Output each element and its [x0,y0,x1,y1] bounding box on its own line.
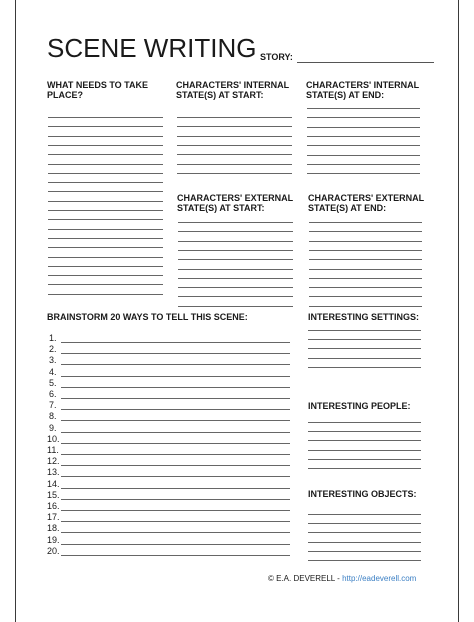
writing-line [307,155,420,156]
brainstorm-number: 3. [49,355,57,366]
writing-line [48,247,163,248]
writing-line [307,164,420,165]
brainstorm-number: 16. [47,501,60,511]
brainstorm-line [61,454,290,455]
brainstorm-number: 17. [47,512,60,523]
writing-line [308,431,421,432]
brainstorm-number: 6. [49,389,57,399]
brainstorm-line [61,387,290,388]
external-start-heading: CHARACTERS' EXTERNAL STATE(S) AT START: [177,193,294,213]
brainstorm-heading: BRAINSTORM 20 WAYS TO TELL THIS SCENE: [47,312,248,322]
writing-line [309,287,422,288]
writing-line [177,173,292,174]
what-needs-heading: WHAT NEEDS TO TAKE PLACE? [47,80,148,100]
writing-line [48,173,163,174]
brainstorm-line [61,432,290,433]
writing-line [48,136,163,137]
writing-line [308,468,421,469]
writing-line [177,117,292,118]
writing-line [308,367,421,368]
writing-line [177,154,292,155]
brainstorm-line [61,465,290,466]
brainstorm-line [61,476,290,477]
brainstorm-line [61,521,290,522]
writing-line [178,231,293,232]
writing-line [48,284,163,285]
writing-line [177,164,292,165]
writing-line [178,250,293,251]
story-line [297,62,434,63]
brainstorm-line [61,544,290,545]
brainstorm-line [61,443,290,444]
writing-line [48,210,163,211]
brainstorm-number: 1. [49,333,57,343]
brainstorm-number: 11. [47,445,59,455]
external-end-heading: CHARACTERS' EXTERNAL STATE(S) AT END: [308,193,425,213]
writing-line [308,339,421,340]
brainstorm-line [61,555,290,556]
writing-line [48,229,163,230]
writing-line [309,269,422,270]
writing-line [178,259,293,260]
brainstorm-number: 10. [47,433,60,444]
writing-line [309,231,422,232]
writing-line [308,330,421,331]
writing-line [308,348,421,349]
brainstorm-number: 18. [47,523,60,534]
writing-line [177,126,292,127]
footer-credit [268,574,416,583]
brainstorm-number: 20. [47,545,60,556]
brainstorm-line [61,488,290,489]
writing-line [308,459,421,460]
story-label: STORY: [260,52,293,62]
writing-line [307,108,420,109]
writing-line [307,127,420,128]
brainstorm-number: 12. [47,456,60,467]
writing-line [308,440,421,441]
writing-line [178,296,293,297]
brainstorm-number: 14. [47,478,60,489]
brainstorm-number: 19. [47,534,60,545]
people-heading: INTERESTING PEOPLE: [308,401,411,411]
writing-line [309,222,422,223]
writing-line [48,154,163,155]
settings-heading: INTERESTING SETTINGS: [308,312,420,322]
writing-line [309,306,422,307]
writing-line [309,241,422,242]
writing-line [48,201,163,202]
writing-line [308,450,421,451]
writing-line [178,269,293,270]
worksheet-page [15,0,459,622]
writing-line [178,278,293,279]
writing-line [48,164,163,165]
brainstorm-line [61,532,290,533]
writing-line [178,241,293,242]
writing-line [307,117,420,118]
brainstorm-number: 4. [49,366,57,377]
writing-line [308,560,421,561]
writing-line [48,257,163,258]
brainstorm-line [61,409,290,410]
writing-line [307,136,420,137]
writing-line [309,259,422,260]
brainstorm-number: 13. [47,467,60,478]
brainstorm-line [61,499,290,500]
writing-line [177,136,292,137]
writing-line [48,266,163,267]
brainstorm-number: 9. [49,422,57,433]
writing-line [178,222,293,223]
brainstorm-line [61,376,290,377]
internal-start-heading: CHARACTERS' INTERNAL STATE(S) AT START: [176,80,290,100]
writing-line [308,358,421,359]
writing-line [48,145,163,146]
writing-line [309,250,422,251]
writing-line [178,306,293,307]
writing-line [178,287,293,288]
writing-line [309,296,422,297]
objects-heading: INTERESTING OBJECTS: [308,489,417,499]
writing-line [307,145,420,146]
writing-line [48,117,163,118]
writing-line [177,145,292,146]
brainstorm-line [61,364,290,365]
writing-line [48,275,163,276]
writing-line [308,523,421,524]
page-title: SCENE WRITING [47,33,257,63]
brainstorm-line [61,398,290,399]
writing-line [48,182,163,183]
writing-line [308,532,421,533]
internal-end-heading: CHARACTERS' INTERNAL STATE(S) AT END: [306,80,420,100]
footer-copyright: © E.A. DEVERELL - [268,574,343,583]
writing-line [48,191,163,192]
writing-line [48,238,163,239]
brainstorm-number: 8. [49,411,57,422]
brainstorm-number: 15. [47,489,60,500]
writing-line [308,542,421,543]
writing-line [48,126,163,127]
brainstorm-line [61,420,290,421]
brainstorm-number: 5. [49,377,57,388]
brainstorm-line [61,510,290,511]
brainstorm-line [61,353,290,354]
brainstorm-number: 7. [49,400,57,411]
writing-line [308,422,421,423]
brainstorm-line [61,342,290,343]
writing-line [48,219,163,220]
writing-line [308,551,421,552]
writing-line [307,173,420,174]
writing-line [48,294,163,295]
brainstorm-number: 2. [49,344,57,355]
writing-line [308,514,421,515]
footer-link[interactable]: http://eadeverell.com [342,574,417,583]
writing-line [309,278,422,279]
